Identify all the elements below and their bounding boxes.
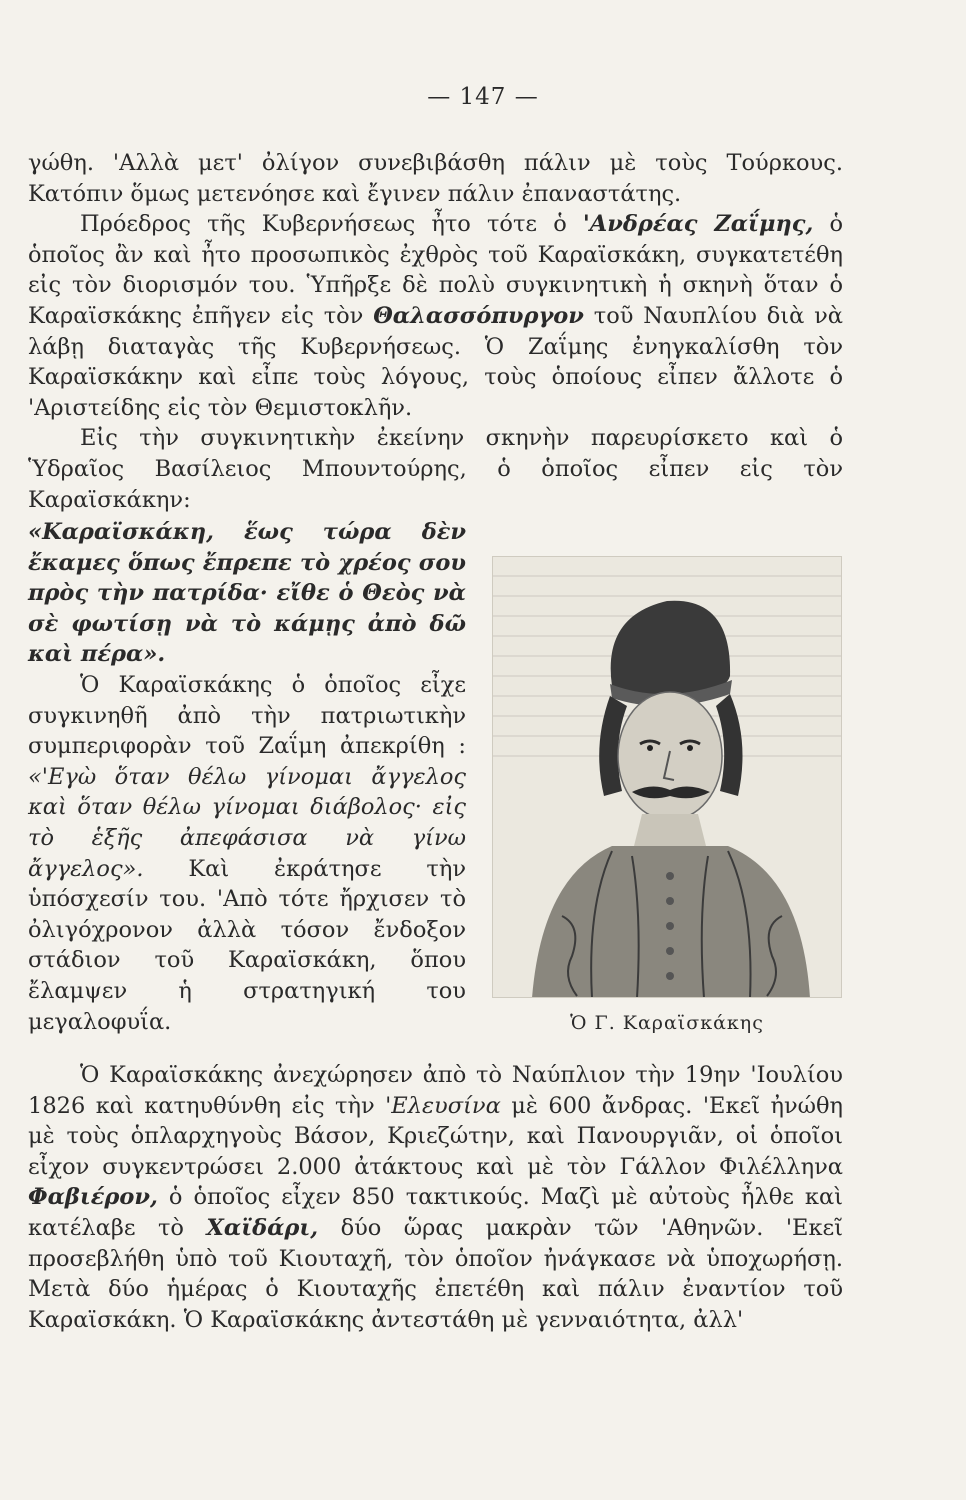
paragraph-4: Ὁ Καραϊσκάκης ὁ ὁποῖος εἶχε συγκινηθῆ ἀπὸ τὴν πατριωτικὴν συμπεριφορὰν τοῦ Ζαΐμη ἀπεκρίθη : «'Εγὼ ὅταν θέλω γίνομαι ἄγγελος καὶ ὅταν θέλω γίνομαι διάβολος· εἰς τὸ ἑξῆς ἀπεφάσισα νὰ γίνω ἄγγελος». Καὶ ἐκράτησε τὴν ὑπόσχεσίν του. 'Απὸ τότε ἤρχισεν τὸ ὀλιγόχρονον ἀλλὰ τόσον ἔνδοξον στάδιον τοῦ Καραϊσκάκη, ὅπου ἔλαμψεν ἡ στρατηγική του μεγαλοφυΐα. xyxy=(28,671,466,1035)
portrait-caption: Ὁ Γ. Καραϊσκάκης xyxy=(570,1012,764,1034)
text-block-bottom xyxy=(28,1060,843,1335)
name-fabvier: Φαβιέρον, xyxy=(28,1184,158,1211)
name-zaimis: 'Ανδρέας Ζαΐμης, xyxy=(582,211,814,238)
paragraph-5: Ὁ Καραϊσκάκης ἀνεχώρησεν ἀπὸ τὸ Ναύπλιον τὴν 19ην 'Ιουλίου 1826 καὶ κατηυθύνθη εἰς τὴν 'Ελευσίνα μὲ 600 ἄνδρας. 'Εκεῖ ἠνώθη μὲ τοὺς ὁπλαρχηγοὺς Βάσον, Κριεζώτην, καὶ Πανουργιᾶν, οἱ ὁποῖοι εἶχον συγκεντρώσει 2.000 ἀτάκτους καὶ μὲ τὸν Γάλλον Φιλέλληνα Φαβιέρον, ὁ ὁποῖος εἶχεν 850 τακτικούς. Μαζὶ μὲ αὐτοὺς ἦλθε καὶ κατέλαβε τὸ Χαϊδάρι, δύο ὥρας μακρὰν τῶν 'Αθηνῶν. 'Εκεῖ προσεβλήθη ὑπὸ τοῦ Κιουταχῆ, τὸν ὁποῖον ἠνάγκασε νὰ ὑποχωρήσῃ. Μετὰ δύο ἡμέρας ὁ Κιουταχῆς ἐπετέθη καὶ πάλιν ἐναντίον τοῦ Καραϊσκάκη. Ὁ Καραϊσκάκης ἀντεστάθη μὲ γενναιότητα, ἀλλ' xyxy=(28,1062,843,1333)
paragraph-2: Πρόεδρος τῆς Κυβερνήσεως ἦτο τότε ὁ 'Ανδρέας Ζαΐμης, ὁ ὁποῖος ἂν καὶ ἦτο προσωπικὸς ἐχθρὸς τοῦ Καραϊσκάκη, συγκατετέθη εἰς τὸν διορισμόν του. Ὑπῆρξε δὲ πολὺ συγκινητικὴ ἡ σκηνὴ ὅταν ὁ Καραϊσκάκης ἐπῆγεν εἰς τὸν Θαλασσόπυργον τοῦ Ναυπλίου διὰ νὰ λάβῃ διαταγὰς τῆς Κυβερνήσεως. Ὁ Ζαΐμης ἐνηγκαλίσθη τὸν Καραϊσκάκην καὶ εἶπε τοὺς λόγους, τοὺς ὁποίους εἶπεν ἄλλοτε ὁ 'Αριστείδης εἰς τὸν Θεμιστοκλῆν. xyxy=(28,211,843,421)
page-number: — 147 — xyxy=(427,84,539,110)
portrait-image xyxy=(492,556,842,998)
place-thalassopyrgos: Θαλασσόπυργον xyxy=(373,302,584,329)
place-eleusina: 'Ελευσίνα xyxy=(385,1092,501,1119)
portrait-engraving-icon xyxy=(492,556,842,998)
text-block-top xyxy=(28,148,843,515)
paragraph-1: γώθη. 'Αλλὰ μετ' ὀλίγον συνεβιβάσθη πάλιν μὲ τοὺς Τούρκους. Κατόπιν ὅμως μετενόησε καὶ ἔγινεν πάλιν ἐπαναστάτης. xyxy=(28,150,843,207)
quote-karaiskakis: «'Εγὼ ὅταν θέλω γίνομαι ἄγγελος καὶ ὅταν θέλω γίνομαι διάβολος· εἰς τὸ ἑξῆς ἀπεφάσισα νὰ γίνω ἄγγελος». xyxy=(28,763,466,882)
text-column-beside-portrait xyxy=(28,517,466,1037)
place-haidari: Χαϊδάρι, xyxy=(206,1214,319,1241)
quote-boudouris: «Καραϊσκάκη, ἕως τώρα δὲν ἔκαμες ὅπως ἔπρεπε τὸ χρέος σου πρὸς τὴν πατρίδα· εἴθε ὁ Θεὸς νὰ σὲ φωτίσῃ νὰ τὸ κάμῃς ἀπὸ δῶ καὶ πέρα». xyxy=(28,519,466,668)
paragraph-3: Εἰς τὴν συγκινητικὴν ἐκείνην σκηνὴν παρευρίσκετο καὶ ὁ Ὑδραῖος Βασίλειος Μπουντούρης, ὁ ὁποῖος εἶπεν εἰς τὸν Καραϊσκάκην: xyxy=(28,425,843,513)
